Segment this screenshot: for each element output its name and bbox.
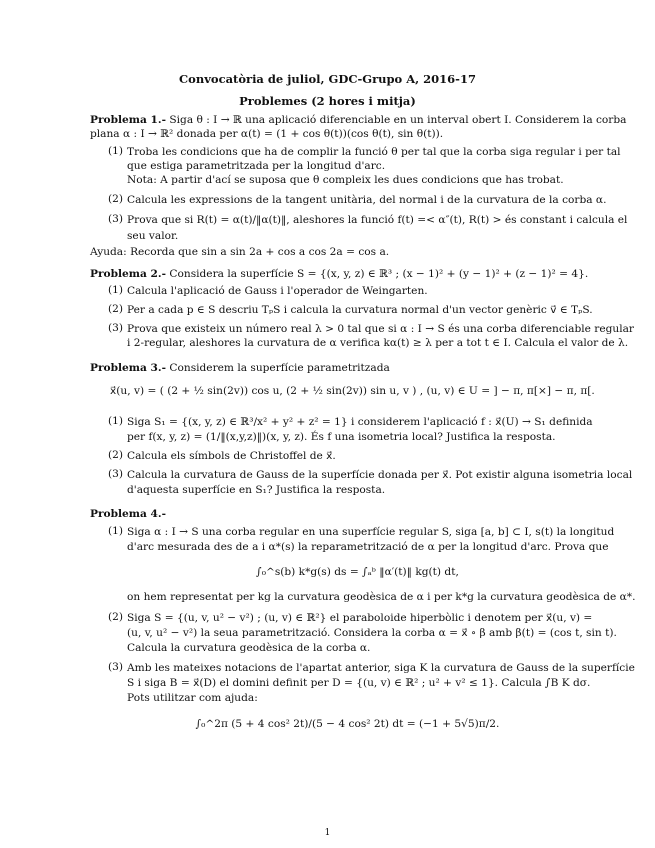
p4-item-1-num: (1) [108,525,124,537]
problem-1-label: Problema 1.- [90,114,167,126]
p3-item-3-a: Calcula la curvatura de Gauss de la superfície donada per x⃗. Pot existir alguna isometria local [127,469,633,481]
p1-item-2-num: (2) [108,193,124,205]
problem-2-intro [90,267,588,281]
problem-4-intro [90,507,166,521]
p4-item-1-equation: ∫₀^s(b) k*g(s) ds = ∫ₐᵇ ‖α′(t)‖ kg(t) dt, [256,566,459,578]
page-number: 1 [324,828,331,838]
p1-item-1-note: Nota: A partir d'ací se suposa que θ compleix les dues condicions que has trobat. [127,174,564,186]
p3-item-1-b: per f(x, y, z) = (1/‖(x,y,z)‖)(x, y, z). És f una isometria local? Justifica la resposta. [127,431,556,443]
p1-item-3-b: seu valor. [127,230,179,242]
problem-3-label: Problema 3.- [90,362,167,374]
p1-item-1-a: Troba les condicions que ha de complir la funció θ per tal que la corba siga regular i per tal [127,146,621,158]
p3-item-2-num: (2) [108,449,124,461]
problem-2-text: Considera la superfície S = {(x, y, z) ∈ ℝ³ ; (x − 1)² + (y − 1)² + (z − 1)² = 4}. [169,268,589,280]
p1-item-1-b: que estiga parametritzada per la longitud d'arc. [127,160,386,172]
problem-3-intro [90,361,390,375]
p3-item-3-b: d'aquesta superfície en S₁? Justifica la resposta. [127,484,386,496]
p3-equation: x⃗(u, v) = ( (2 + ½ sin(2v)) cos u, (2 + ½ sin(2v)) sin u, v ) , (u, v) ∈ U = ] − π, π[×] − π, π[. [110,385,595,397]
p4-item-3-b: S i siga B = x⃗(D) el domini definit per D = {(u, v) ∈ ℝ² ; u² + v² ≤ 1}. Calcula ∫B K dσ. [127,677,591,689]
p1-item-3-num: (3) [108,213,124,225]
problem-1-text: Siga θ : I → ℝ una aplicació diferenciable en un interval obert I. Considerem la corba [169,114,627,126]
p3-item-3-num: (3) [108,468,124,480]
p4-item-1-a: Siga α : I → S una corba regular en una superfície regular S, siga [a, b] ⊂ I, s(t) la longitud [127,526,615,538]
p4-item-1-b: d'arc mesurada des de a i α*(s) la reparametrització de α per la longitud d'arc. Prova que [127,541,609,553]
p2-item-1-num: (1) [108,284,124,296]
p1-help: Ayuda: Recorda que sin a sin 2a + cos a cos 2a = cos a. [90,246,390,258]
p3-item-1-a: Siga S₁ = {(x, y, z) ∈ ℝ³/x² + y² + z² = 1} i considerem l'aplicació f : x⃗(U) → S₁ definida [127,416,593,428]
p2-item-3-num: (3) [108,322,124,334]
p2-item-2-num: (2) [108,303,124,315]
p2-item-2: Per a cada p ∈ S descriu TₚS i calcula la curvatura normal d'un vector genèric v⃗ ∈ TₚS. [127,304,593,316]
p3-item-2: Calcula els símbols de Christoffel de x⃗. [127,450,336,462]
p1-item-3-a: Prova que si R(t) = α(t)/‖α(t)‖, aleshores la funció f(t) =< α″(t), R(t) > és constant i calcula el [127,214,628,226]
p2-item-3-b: i 2-regular, aleshores la curvatura de α verifica kα(t) ≥ λ per a tot t ∈ I. Calcula el valor de λ. [127,337,629,349]
problem-1-intro [90,113,626,127]
p4-item-3-a: Amb les mateixes notacions de l'apartat anterior, siga K la curvatura de Gauss de la superfície [127,662,635,674]
p4-item-3-num: (3) [108,661,124,673]
exam-title: Convocatòria de juliol, GDC-Grupo A, 2016-17 [179,72,476,86]
problem-2-label: Problema 2.- [90,268,167,280]
p1-item-2: Calcula les expressions de la tangent unitària, del normal i de la curvatura de la corba α. [127,194,607,206]
p4-item-2-b: (u, v, u² − v²) la seua parametrització. Considera la corba α = x⃗ ∘ β amb β(t) = (cos t, sin t). [127,627,617,639]
exam-subtitle: Problemes (2 hores i mitja) [239,94,416,108]
problem-1-text-2: plana α : I → ℝ² donada per α(t) = (1 + cos θ(t))(cos θ(t), sin θ(t)). [90,128,444,140]
p4-item-3-c: Pots utilitzar com ajuda: [127,692,258,704]
p3-item-1-num: (1) [108,415,124,427]
p4-item-2-num: (2) [108,611,124,623]
p4-item-2-c: Calcula la curvatura geodèsica de la corba α. [127,642,371,654]
p2-item-3-a: Prova que existeix un número real λ > 0 tal que si α : I → S és una corba diferenciable regular [127,323,634,335]
p4-item-2-a: Siga S = {(u, v, u² − v²) ; (u, v) ∈ ℝ²} el paraboloide hiperbòlic i denotem per x⃗(u, v) = [127,612,593,624]
p4-item-1-c: on hem representat per kg la curvatura geodèsica de α i per k*g la curvatura geodèsica de α*. [127,591,636,603]
problem-4-label: Problema 4.- [90,508,167,520]
p4-item-3-equation: ∫₀^2π (5 + 4 cos² 2t)/(5 − 4 cos² 2t) dt = (−1 + 5√5)π/2. [195,718,500,730]
p1-item-1-num: (1) [108,145,124,157]
p2-item-1: Calcula l'aplicació de Gauss i l'operador de Weingarten. [127,285,428,297]
problem-3-text: Considerem la superfície parametritzada [169,362,390,374]
